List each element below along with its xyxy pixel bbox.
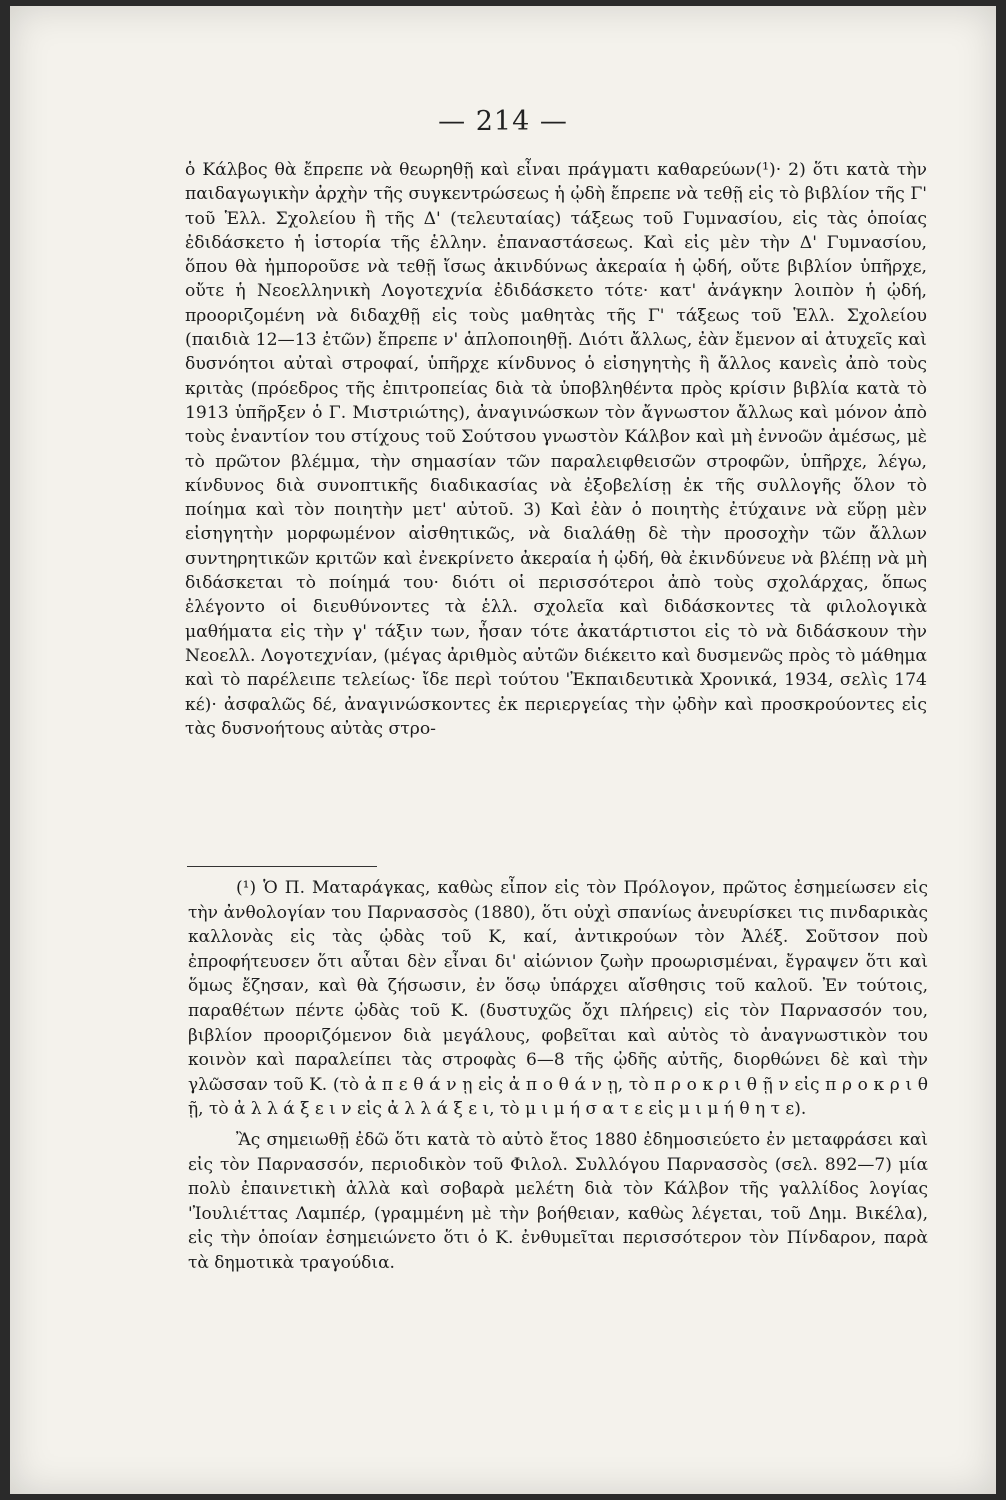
footnote-block	[188, 876, 928, 1276]
book-page	[10, 6, 996, 1494]
body-paragraph: ὁ Κάλβος θὰ ἔπρεπε νὰ θεωρηθῇ καὶ εἶναι πράγματι καθαρεύων(¹)· 2) ὅτι κατὰ τὴν παιδαγωγικὴν ἀρχὴν τῆς συγκεντρώσεως ἡ ᾠδὴ ἔπρεπε νὰ τεθῇ εἰς τὸ βιβλίον τῆς Γ' τοῦ Ἑλλ. Σχολείου ἢ τῆς Δ' (τελευταίας) τάξεως τοῦ Γυμνασίου, εἰς τὰς ὁποίας ἐδιδάσκετο ἡ ἱστορία τῆς ἑλλην. ἐπαναστάσεως. Καὶ εἰς μὲν τὴν Δ' Γυμνασίου, ὅπου θὰ ἠμποροῦσε νὰ τεθῇ ἴσως ἀκινδύνως ἀκεραία ἡ ᾠδή, οὔτε βιβλίον ὑπῆρχε, οὔτε ἡ Νεοελληνικὴ Λογοτεχνία ἐδιδάσκετο τότε· κατ' ἀνάγκην λοιπὸν ἡ ᾠδή, προοριζομένη νὰ διδαχθῇ εἰς τοὺς μαθητὰς τῆς Γ' τάξεως τοῦ Ἑλλ. Σχολείου (παιδιὰ 12—13 ἐτῶν) ἔπρεπε ν' ἁπλοποιηθῇ. Διότι ἄλλως, ἐὰν ἔμενον αἱ ἀτυχεῖς καὶ δυσνόητοι αὐταὶ στροφαί, ὑπῆρχε κίνδυνος ὁ εἰσηγητὴς ἢ ἄλλος κανεὶς ἀπὸ τοὺς κριτὰς (πρόεδρος τῆς ἐπιτροπείας διὰ τὰ ὑποβληθέντα πρὸς κρίσιν βιβλία κατὰ τὸ 1913 ὑπῆρξεν ὁ Γ. Μιστριώτης), ἀναγινώσκων τὸν ἄγνωστον ἄλλως καὶ μόνον ἀπὸ τοὺς ἐναντίον του στίχους τοῦ Σούτσου γνωστὸν Κάλβον καὶ μὴ ἐννοῶν ἀμέσως, μὲ τὸ πρῶτον βλέμμα, τὴν σημασίαν τῶν παραλειφθεισῶν στροφῶν, ὑπῆρχε, λέγω, κίνδυνος διὰ συνοπτικῆς διαδικασίας νὰ ἐξοβελίσῃ ἐκ τῆς συλλογῆς ὅλον τὸ ποίημα καὶ τὸν ποιητὴν μετ' αὐτοῦ. 3) Καὶ ἐὰν ὁ ποιητὴς ἐτύχαινε νὰ εὕρῃ μὲν εἰσηγητὴν μορφωμένον αἰσθητικῶς, νὰ διαλάθῃ δὲ τὴν προσοχὴν τῶν ἄλλων συντηρητικῶν κριτῶν καὶ ἐνεκρίνετο ἀκεραία ἡ ᾠδή, θὰ ἐκινδύνευε νὰ βλέπῃ νὰ μὴ διδάσκεται τὸ ποίημά του· διότι οἱ περισσότεροι ἀπὸ τοὺς σχολάρχας, ὅπως ἐλέγοντο οἱ διευθύνοντες τὰ ἑλλ. σχολεῖα καὶ διδάσκοντες τὰ φιλολογικὰ μαθήματα εἰς τὴν γ' τάξιν των, ἦσαν τότε ἀκατάρτιστοι εἰς τὸ νὰ διδάσκουν τὴν Νεοελλ. Λογοτεχνίαν, (μέγας ἀριθμὸς αὐτῶν διέκειτο καὶ δυσμενῶς πρὸς τὸ μάθημα καὶ τὸ παρέλειπε τελείως· ἴδε περὶ τούτου 'Ἐκπαιδευτικὰ Χρονικά, 1934, σελὶς 174 κέ)· ἀσφαλῶς δέ, ἀναγινώσκοντες ἐκ περιεργείας τὴν ᾠδὴν καὶ προσκρούοντες εἰς τὰς δυσνοήτους αὐτὰς στρο-	[185, 160, 927, 739]
footnote-separator	[187, 866, 377, 867]
page-number: — 214 —	[438, 106, 568, 137]
footnote-paragraph-2: Ἂς σημειωθῇ ἐδῶ ὅτι κατὰ τὸ αὐτὸ ἔτος 1880 ἐδημοσιεύετο ἐν μεταφράσει καὶ εἰς τὸν Παρνασσόν, περιοδικὸν τοῦ Φιλολ. Συλλόγου Παρνασσὸς (σελ. 892—7) μία πολὺ ἐπαινετικὴ ἀλλὰ καὶ σοβαρὰ μελέτη διὰ τὸν Κάλβον τῆς γαλλίδος λογίας 'Ἰουλιέττας Λαμπέρ, (γραμμένη μὲ τὴν βοήθειαν, καθὼς λέγεται, τοῦ Δημ. Βικέλα), εἰς τὴν ὁποίαν ἐσημειώνετο ὅτι ὁ Κ. ἐνθυμεῖται περισσότερον τὸν Πίνδαρον, παρὰ τὰ δημοτικὰ τραγούδια.	[188, 1129, 928, 1273]
main-text-block	[185, 158, 927, 741]
footnote-paragraph-1: (¹) Ὁ Π. Ματαράγκας, καθὼς εἶπον εἰς τὸν Πρόλογον, πρῶτος ἐσημείωσεν εἰς τὴν ἀνθολογίαν του Παρνασσὸς (1880), ὅτι οὐχὶ σπανίως ἀνευρίσκει τις πινδαρικὰς καλλονὰς εἰς τὰς ᾠδὰς τοῦ Κ, καί, ἀντικρούων τὸν Ἀλέξ. Σοῦτσον ποὺ ἐπροφήτευσεν ὅτι αὗται δὲν εἶναι δι' αἰώνιον ζωὴν προωρισμέναι, ἔγραψεν ὅτι καὶ ὅμως ἔζησαν, καὶ θὰ ζήσωσιν, ἐν ὅσῳ ὑπάρχει αἴσθησις τοῦ καλοῦ. Ἐν τούτοις, παραθέτων πέντε ᾠδὰς τοῦ Κ. (δυστυχῶς ὄχι πλήρεις) εἰς τὸν Παρνασσόν του, βιβλίον προοριζόμενον διὰ μεγάλους, φοβεῖται καὶ αὐτὸς τὸ ἀναγνωστικὸν του κοινὸν καὶ παραλείπει τὰς στροφὰς 6—8 τῆς ᾠδῆς αὐτῆς, διορθώνει δὲ καὶ τὴν γλῶσσαν τοῦ Κ. (τὸ ἀ π ε θ ά ν ῃ εἰς ἀ π ο θ ά ν ῃ, τὸ π ρ ο κ ρ ι θ ῇ ν εἰς π ρ ο κ ρ ι θ ῇ, τὸ ἀ λ λ ά ξ ε ι ν εἰς ἀ λ λ ά ξ ε ι, τὸ μ ι μ ή σ α τ ε εἰς μ ι μ ή θ η τ ε).	[188, 878, 928, 1120]
